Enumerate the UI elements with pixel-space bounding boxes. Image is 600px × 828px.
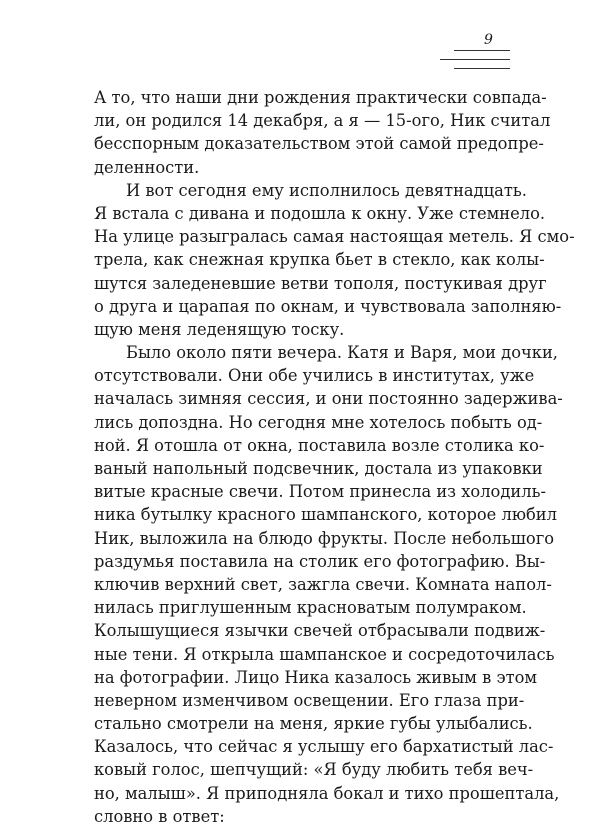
- text-line: Ник, выложила на блюдо фрукты. После небольшого: [94, 528, 555, 548]
- header-rule: [440, 59, 510, 60]
- text-line: но, малыш». Я приподняла бокал и тихо прошептала,: [94, 783, 560, 803]
- text-line: стально смотрели на меня, яркие губы улыбались.: [94, 714, 533, 734]
- text-line: ные тени. Я открыла шампанское и сосредоточилась: [94, 644, 555, 664]
- text-line: лись допоздна. Но сегодня мне хотелось побыть од-: [94, 412, 543, 432]
- text-line: бесспорным доказательством этой самой предопре-: [94, 134, 544, 154]
- body-text: [94, 86, 575, 828]
- text-line: раздумья поставила на столик его фотографию. Вы-: [94, 551, 546, 571]
- text-line: Колышущиеся язычки свечей отбрасывали подвиж-: [94, 621, 546, 641]
- text-line: ной. Я отошла от окна, поставила возле столика ко-: [94, 435, 545, 455]
- text-line: началась зимняя сессия, и они постоянно задержива-: [94, 389, 563, 409]
- text-line: ника бутылку красного шампанского, которое любил: [94, 505, 557, 525]
- text-line: На улице разыгралась самая настоящая метель. Я смо-: [94, 227, 575, 247]
- text-line: А то, что наши дни рождения практически совпада-: [94, 88, 547, 107]
- text-line: словно в ответ:: [94, 806, 225, 826]
- text-line: Было около пяти вечера. Катя и Варя, мои дочки,: [126, 343, 558, 363]
- text-line: отсутствовали. Они обе учились в институтах, уже: [94, 366, 535, 386]
- text-line: нилась приглушенным красноватым полумраком.: [94, 598, 527, 618]
- text-line: ли, он родился 14 декабря, а я — 15-ого, Ник считал: [94, 111, 551, 131]
- text-line: шутся заледеневшие ветви тополя, постукивая друг: [94, 273, 547, 293]
- text-line: трела, как снежная крупка бьет в стекло, как колы-: [94, 250, 545, 270]
- text-line: витые красные свечи. Потом принесла из холодиль-: [94, 482, 546, 502]
- page-header: [440, 30, 510, 74]
- text-line: Я встала с дивана и подошла к окну. Уже стемнело.: [94, 203, 546, 223]
- text-line: Казалось, что сейчас я услышу его бархатистый лас-: [94, 737, 554, 757]
- text-line: ключив верхний свет, зажгла свечи. Комната напол-: [94, 574, 552, 594]
- header-rule: [454, 50, 510, 51]
- text-line: щую меня леденящую тоску.: [94, 319, 345, 339]
- text-line: на фотографии. Лицо Ника казалось живым в этом: [94, 667, 538, 687]
- text-line: о друга и царапая по окнам, и чувствовала заполняю-: [94, 296, 562, 316]
- page-number: 9: [484, 32, 493, 48]
- text-line: И вот сегодня ему исполнилось девятнадцать.: [126, 180, 527, 200]
- text-line: деленности.: [94, 157, 200, 177]
- header-rule: [454, 68, 510, 69]
- text-line: ваный напольный подсвечник, достала из упаковки: [94, 459, 543, 478]
- text-line: неверном изменчивом освещении. Его глаза при-: [94, 690, 525, 710]
- text-line: ковый голос, шепчущий: «Я буду любить тебя веч-: [94, 760, 534, 780]
